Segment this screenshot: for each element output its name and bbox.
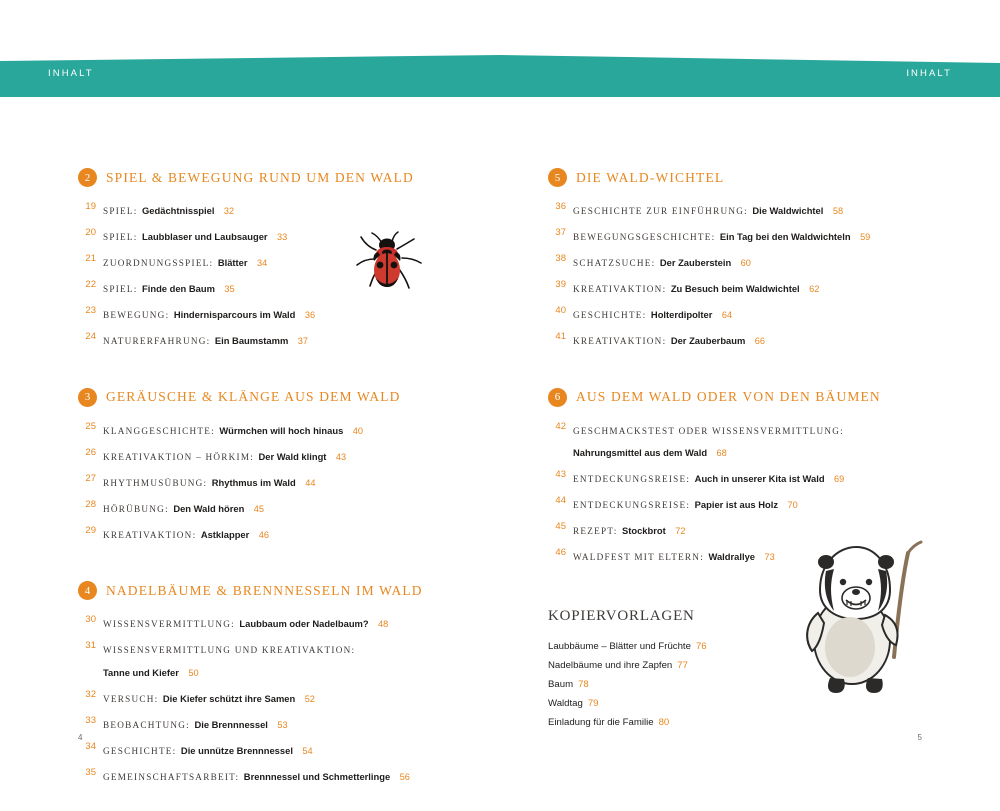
entry-title: Der Wald klingt xyxy=(258,450,327,462)
toc-entry[interactable] xyxy=(78,472,478,492)
entry-page: 43 xyxy=(335,451,347,462)
entry-kind: BEWEGUNG: xyxy=(103,310,170,321)
entry-kind: HÖRÜBUNG: xyxy=(103,503,169,514)
entry-title: Die unnütze Brennnessel xyxy=(180,744,293,756)
entry-kind: GESCHICHTE: xyxy=(103,745,177,756)
entry-kind: RHYTHMUSÜBUNG: xyxy=(103,477,208,488)
entry-kind: KREATIVAKTION: xyxy=(573,284,667,295)
section-heading xyxy=(78,168,478,187)
section-heading xyxy=(78,388,478,407)
firebug-illustration xyxy=(352,228,432,313)
section-4 xyxy=(78,581,478,785)
entry-number: 37 xyxy=(555,227,566,239)
toc-entry[interactable] xyxy=(548,304,948,324)
entry-kind: VERSUCH: xyxy=(103,693,159,704)
entry-page: 40 xyxy=(352,425,363,436)
toc-entry[interactable] xyxy=(78,740,478,760)
entry-kind: SCHATZSUCHE: xyxy=(573,258,656,269)
copy-template-title: Nadelbäume und ihre Zapfen xyxy=(548,659,673,671)
copy-template-entry[interactable] xyxy=(548,717,948,728)
entry-page: 60 xyxy=(740,258,751,269)
entry-page: 73 xyxy=(764,552,775,563)
entry-number: 41 xyxy=(555,331,566,343)
entry-kind: ENTDECKUNGSREISE: xyxy=(573,500,691,511)
entry-page: 68 xyxy=(716,448,727,459)
entry-title: Blätter xyxy=(217,257,248,269)
section-5 xyxy=(548,168,948,350)
entry-number: 38 xyxy=(555,253,566,265)
entry-page: 58 xyxy=(832,206,844,216)
entry-title: Den Wald hören xyxy=(173,502,245,514)
entry-number: 44 xyxy=(555,495,566,507)
entry-kind: GEMEINSCHAFTSARBEIT: xyxy=(103,771,240,782)
entry-kind: BEOBACHTUNG: xyxy=(103,719,190,730)
section-number-badge: 3 xyxy=(78,388,97,407)
toc-entry[interactable] xyxy=(78,330,478,350)
entry-page: 56 xyxy=(399,771,410,782)
entry-page: 35 xyxy=(224,284,235,295)
entry-page: 37 xyxy=(297,336,309,347)
entry-page: 64 xyxy=(721,310,733,321)
entry-title: Ein Baumstamm xyxy=(214,335,289,347)
section-heading xyxy=(78,581,478,600)
entry-number: 36 xyxy=(555,201,566,212)
toc-entry[interactable] xyxy=(78,200,478,220)
entry-number: 39 xyxy=(555,279,566,291)
toc-entry[interactable] xyxy=(78,714,478,734)
section-title: DIE WALD-WICHTEL xyxy=(576,169,725,185)
entry-kind: GESCHICHTE ZUR EINFÜHRUNG: xyxy=(573,206,748,216)
toc-entry[interactable] xyxy=(78,498,478,518)
entry-title-continued: Nahrungsmittel aus dem Wald xyxy=(573,447,708,459)
entry-page: 46 xyxy=(258,529,269,540)
entry-title: Würmchen will hoch hinaus xyxy=(219,424,344,436)
entry-kind: NATURERFAHRUNG: xyxy=(103,336,211,347)
entry-page: 32 xyxy=(223,206,235,216)
entry-page: 34 xyxy=(256,258,268,269)
copy-template-page: 77 xyxy=(677,659,688,671)
header-band xyxy=(0,55,1000,97)
entry-number: 42 xyxy=(555,420,566,432)
toc-entry[interactable] xyxy=(548,226,948,246)
entry-title: Papier ist aus Holz xyxy=(694,499,779,511)
entry-title: Die Waldwichtel xyxy=(752,205,824,216)
section-title: GERÄUSCHE & KLÄNGE AUS DEM WALD xyxy=(106,389,401,405)
entry-kind: KLANGGESCHICHTE: xyxy=(103,425,215,436)
entry-number: 22 xyxy=(85,279,96,291)
entry-number: 46 xyxy=(555,547,566,559)
copy-template-title: Einladung für die Familie xyxy=(548,716,654,728)
entry-page: 50 xyxy=(188,667,199,678)
entry-title: Waldrallye xyxy=(708,551,755,563)
entry-page: 72 xyxy=(675,526,686,537)
entry-kind: GESCHICHTE: xyxy=(573,310,647,321)
entry-page: 70 xyxy=(787,500,798,511)
section-number-badge: 2 xyxy=(78,168,97,187)
entry-number: 45 xyxy=(555,521,566,533)
toc-entry[interactable] xyxy=(78,420,478,440)
copy-template-page: 80 xyxy=(658,716,670,728)
entry-kind: WISSENSVERMITTLUNG UND KREATIVAKTION: xyxy=(103,645,356,656)
entry-number: 20 xyxy=(85,227,96,239)
copy-template-title: Waldtag xyxy=(548,697,583,709)
section-number-badge: 6 xyxy=(548,388,567,407)
entry-number: 28 xyxy=(85,498,96,510)
entry-number: 24 xyxy=(85,331,96,343)
header-label-left: INHALT xyxy=(48,68,94,79)
entry-kind: KREATIVAKTION: xyxy=(573,336,667,347)
entry-kind: SPIEL: xyxy=(103,232,138,243)
entry-number: 25 xyxy=(85,420,96,432)
entry-title: Astklapper xyxy=(200,528,250,540)
entry-title: Gedächtnisspiel xyxy=(142,205,215,216)
entry-title: Rhythmus im Wald xyxy=(211,476,296,488)
toc-entry[interactable] xyxy=(78,639,478,681)
section-3 xyxy=(78,388,478,544)
toc-entry[interactable] xyxy=(78,446,478,466)
copy-templates-title: KOPIERVORLAGEN xyxy=(548,607,695,624)
entry-title: Zu Besuch beim Waldwichtel xyxy=(670,283,800,295)
entry-number: 35 xyxy=(85,766,96,778)
entry-page: 48 xyxy=(378,619,389,630)
toc-entry[interactable] xyxy=(78,688,478,708)
entry-number: 40 xyxy=(555,305,566,317)
entry-title: Stockbrot xyxy=(621,525,666,537)
entry-kind: SPIEL: xyxy=(103,284,138,295)
toc-entry[interactable] xyxy=(548,420,948,462)
header-label-right: INHALT xyxy=(906,68,952,79)
toc-entry[interactable] xyxy=(548,278,948,298)
toc-entry[interactable] xyxy=(548,468,948,488)
entry-kind: KREATIVAKTION – HÖRKIM: xyxy=(103,451,255,462)
entry-title: Finde den Baum xyxy=(142,283,215,295)
section-title: NADELBÄUME & BRENNNESSELN IM WALD xyxy=(106,582,423,598)
entry-title: Laubbaum oder Nadelbaum? xyxy=(239,618,369,630)
entry-number: 34 xyxy=(85,740,96,752)
entry-number: 32 xyxy=(85,688,96,700)
entry-number: 33 xyxy=(85,714,96,726)
entry-title: Brennnessel und Schmetterlinge xyxy=(243,770,391,782)
entry-number: 21 xyxy=(85,253,96,265)
copy-template-title: Baum xyxy=(548,678,574,690)
entry-title: Laubblaser und Laubsauger xyxy=(142,231,268,243)
toc-entry[interactable] xyxy=(78,613,478,633)
entry-page: 66 xyxy=(754,336,766,347)
copy-template-page: 76 xyxy=(695,640,707,652)
entry-page: 45 xyxy=(253,503,265,514)
section-heading xyxy=(548,388,948,407)
section-title: SPIEL & BEWEGUNG RUND UM DEN WALD xyxy=(106,169,414,185)
entry-title: Der Zauberbaum xyxy=(670,335,746,347)
entry-title: Der Zauberstein xyxy=(659,257,732,269)
entry-page: 69 xyxy=(834,474,845,485)
entry-kind: WALDFEST MIT ELTERN: xyxy=(573,552,704,563)
toc-entry[interactable] xyxy=(78,766,478,786)
toc-entry[interactable] xyxy=(548,330,948,350)
page-number-left: 4 xyxy=(78,733,83,742)
entry-page: 62 xyxy=(809,284,820,295)
section-number-badge: 4 xyxy=(78,581,97,600)
section-heading xyxy=(548,168,948,187)
entry-number: 23 xyxy=(85,305,96,317)
entry-kind: KREATIVAKTION: xyxy=(103,529,197,540)
toc-entry[interactable] xyxy=(78,524,478,544)
entry-number: 26 xyxy=(85,446,96,458)
entry-page: 52 xyxy=(304,693,315,704)
section-title: AUS DEM WALD ODER VON DEN BÄUMEN xyxy=(576,389,881,405)
entry-kind: WISSENSVERMITTLUNG: xyxy=(103,619,235,630)
entry-page: 53 xyxy=(277,719,288,730)
entry-kind: SPIEL: xyxy=(103,206,138,216)
entry-kind: GESCHMACKSTEST ODER WISSENSVERMITTLUNG: xyxy=(573,425,844,436)
toc-entry[interactable] xyxy=(548,200,948,220)
entry-number: 19 xyxy=(85,201,96,212)
entry-title: Ein Tag bei den Waldwichteln xyxy=(719,231,851,243)
entry-number: 31 xyxy=(85,640,96,652)
entry-title: Holterdipolter xyxy=(650,309,713,321)
entry-page: 44 xyxy=(305,477,316,488)
toc-entry[interactable] xyxy=(548,252,948,272)
entry-title: Auch in unserer Kita ist Wald xyxy=(694,473,825,485)
copy-template-title: Laubbäume – Blätter und Früchte xyxy=(548,640,691,652)
entry-number: 29 xyxy=(85,524,96,536)
page-number-right: 5 xyxy=(917,733,922,742)
entry-number: 43 xyxy=(555,469,566,481)
section-number-badge: 5 xyxy=(548,168,567,187)
entry-page: 54 xyxy=(302,745,313,756)
entry-number: 30 xyxy=(85,614,96,626)
entry-kind: REZEPT: xyxy=(573,526,618,537)
entry-page: 59 xyxy=(860,232,871,243)
entry-kind: ZUORDNUNGSSPIEL: xyxy=(103,258,214,269)
entry-title: Die Kiefer schützt ihre Samen xyxy=(162,692,296,704)
toc-entry[interactable] xyxy=(548,494,948,514)
entry-page: 36 xyxy=(304,310,316,321)
entry-title: Hindernisparcours im Wald xyxy=(173,309,296,321)
entry-kind: ENTDECKUNGSREISE: xyxy=(573,474,691,485)
entry-kind: BEWEGUNGSGESCHICHTE: xyxy=(573,232,716,243)
badger-illustration xyxy=(790,535,940,705)
entry-title: Die Brennnessel xyxy=(194,718,268,730)
copy-template-page: 78 xyxy=(578,678,589,690)
entry-number: 27 xyxy=(85,472,96,484)
copy-template-page: 79 xyxy=(587,697,599,709)
entry-title-continued: Tanne und Kiefer xyxy=(103,666,179,678)
entry-page: 33 xyxy=(277,232,288,243)
